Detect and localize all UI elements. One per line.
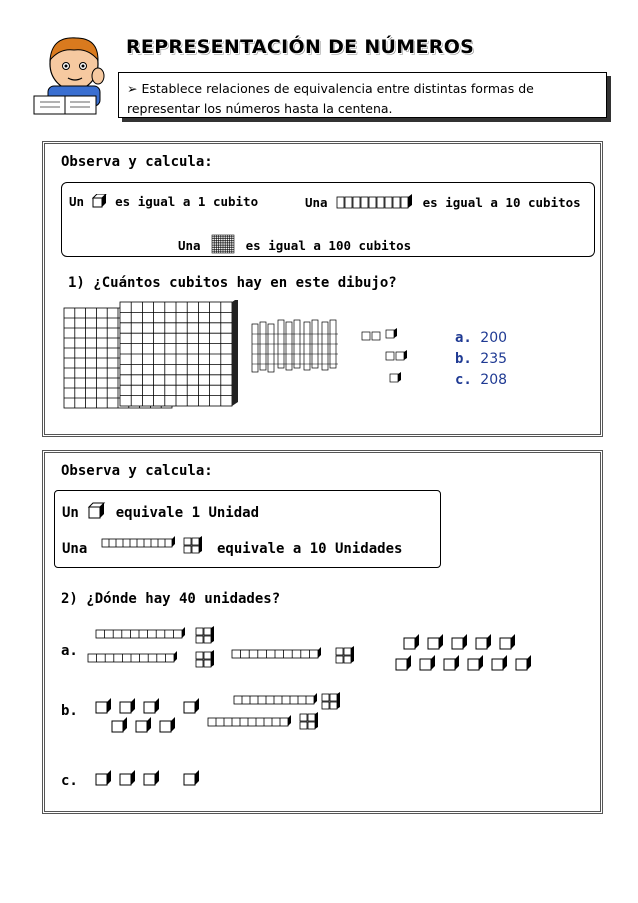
loose-cubes-drawing	[360, 328, 410, 388]
q2-option-c-drawing[interactable]	[90, 766, 210, 792]
hundred-flat-icon	[208, 233, 238, 255]
legend-ten-prefix: Una	[305, 195, 328, 210]
legend-hundred-text: es igual a 100 cubitos	[245, 238, 412, 253]
q1-options	[455, 328, 507, 391]
objective-box	[118, 72, 607, 118]
legend-hundred-prefix: Una	[178, 238, 201, 253]
legend-unit-row	[69, 194, 258, 209]
option-label: c.	[455, 372, 472, 388]
q2-option-b-drawing[interactable]	[90, 690, 350, 736]
legend-ten-text: es igual a 10 cubitos	[422, 195, 581, 210]
hundred-flats-drawing	[62, 300, 242, 418]
arrow-bullet-icon: ➢	[127, 81, 138, 96]
legend2-ten-row	[62, 541, 87, 557]
legend2-unit-text: equivale 1 Unidad	[115, 505, 260, 521]
q1-option-b[interactable]	[455, 349, 507, 370]
q2-option-c-label[interactable]: c.	[61, 773, 78, 789]
question-2: 2) ¿Dónde hay 40 unidades?	[61, 591, 281, 607]
q1-option-c[interactable]	[455, 370, 507, 391]
legend-hundred-row	[178, 233, 411, 255]
option-label: a.	[455, 330, 472, 346]
legend2-ten-text: equivale a 10 Unidades	[217, 541, 403, 557]
legend2-unit-prefix: Un	[62, 505, 79, 521]
ten-rod-icon	[100, 534, 212, 556]
legend-ten-row	[305, 194, 581, 210]
option-value: 235	[480, 351, 508, 367]
q2-option-a-label[interactable]: a.	[61, 643, 78, 659]
option-label: b.	[455, 351, 472, 367]
question-1: 1) ¿Cuántos cubitos hay en este dibujo?	[68, 275, 397, 291]
objective-text: Establece relaciones de equivalencia entre distintas formas de representar los números hasta la centena.	[127, 81, 534, 116]
q1-option-a[interactable]	[455, 328, 507, 349]
page-title: REPRESENTACIÓN DE NÚMEROS	[126, 36, 475, 58]
ten-rod-icon	[335, 194, 415, 210]
legend-unit-text: es igual a 1 cubito	[115, 194, 259, 209]
cube-unit-icon	[87, 502, 107, 520]
cube-unit-icon	[92, 194, 108, 208]
q2-option-a-drawing[interactable]	[86, 624, 546, 676]
legend2-ten-prefix: Una	[62, 541, 88, 557]
section1-heading: Observa y calcula:	[61, 154, 213, 170]
option-value: 208	[480, 372, 508, 388]
boy-reading-illustration	[28, 30, 120, 118]
legend-unit-prefix: Un	[69, 194, 85, 209]
q2-option-b-label[interactable]: b.	[61, 703, 78, 719]
option-value: 200	[480, 330, 508, 346]
section2-heading: Observa y calcula:	[61, 463, 213, 479]
ten-rods-drawing	[248, 316, 348, 376]
legend2-unit-row	[62, 502, 259, 521]
